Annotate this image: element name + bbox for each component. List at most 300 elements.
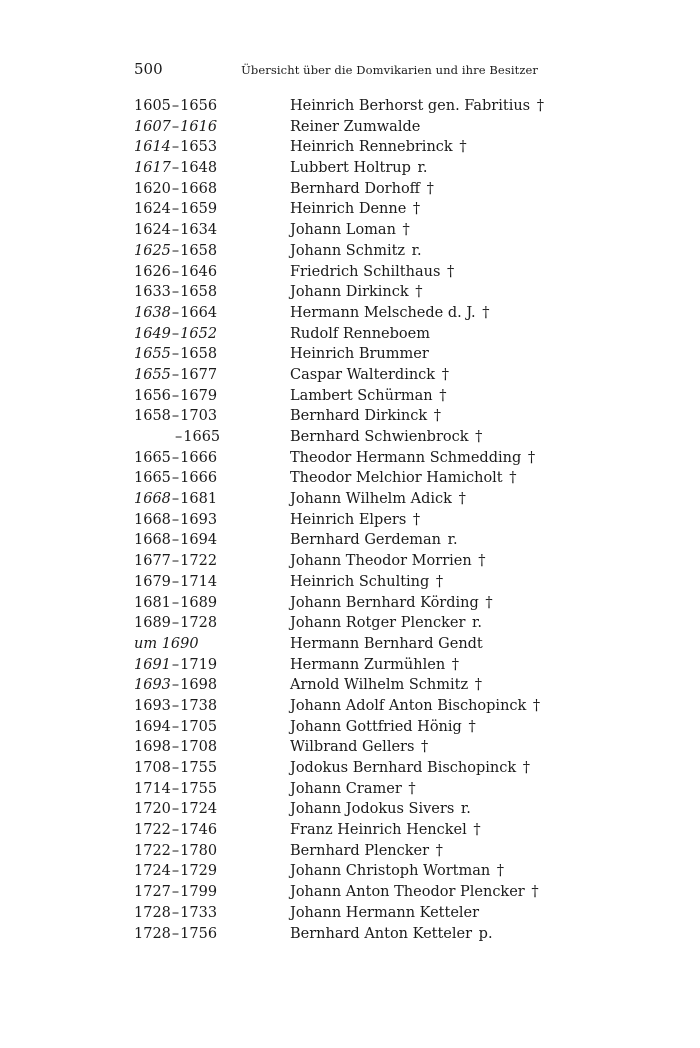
status-mark: † [473, 822, 481, 839]
year-to: 1634 [180, 222, 218, 239]
status-mark: † [536, 98, 544, 114]
vicar-name: Johann Loman [290, 222, 396, 239]
vicar-name-cell [290, 199, 420, 220]
year-dash: – [171, 284, 180, 301]
vicar-name: Johann Anton Theodor Plencker [290, 884, 525, 901]
vicar-name-cell [290, 137, 467, 158]
year-to: 1666 [180, 449, 218, 466]
year-dash: – [171, 304, 180, 321]
vicar-name-cell [290, 613, 482, 634]
tenure-years [134, 675, 274, 696]
year-to: 1666 [180, 470, 218, 487]
year-from: 1708 [134, 760, 171, 776]
list-item [0, 861, 700, 882]
tenure-years [134, 530, 274, 551]
year-dash: – [171, 677, 180, 694]
year-to: 1708 [180, 739, 218, 756]
vicar-name-cell [290, 158, 427, 179]
year-to: 1658 [180, 284, 218, 301]
tenure-years [134, 241, 274, 262]
year-to: 1756 [180, 925, 218, 942]
status-mark: † [435, 842, 443, 859]
vicar-name: Johann Hermann Ketteler [290, 904, 480, 921]
status-mark: † [458, 491, 466, 508]
list-item [0, 365, 700, 386]
year-dash: – [171, 718, 180, 735]
vicar-name: Reiner Zumwalde [290, 118, 421, 135]
year-to: 1693 [180, 511, 218, 528]
tenure-years [134, 137, 274, 158]
vicar-name-cell [290, 572, 443, 593]
tenure-years [134, 220, 274, 241]
status-mark: † [439, 387, 447, 404]
status-mark: † [412, 201, 421, 218]
status-mark: † [482, 304, 490, 321]
year-from: 1681 [134, 594, 171, 611]
tenure-years [134, 613, 274, 634]
year-to: 1652 [180, 325, 218, 342]
vicar-name-cell [290, 220, 410, 241]
list-item [0, 117, 700, 138]
year-to: 1714 [180, 573, 218, 590]
tenure-years [134, 551, 274, 572]
vicar-name: Wilbrand Gellers [290, 739, 415, 756]
year-dash: – [171, 697, 180, 714]
vicar-name: Bernhard Gerdeman [290, 532, 442, 549]
list-item [0, 448, 700, 469]
vicar-name: Heinrich Berhorst gen. Fabritius [290, 98, 531, 114]
vicar-name-cell [290, 117, 420, 138]
status-mark: † [496, 863, 505, 880]
status-mark: † [485, 594, 493, 611]
status-mark: † [532, 697, 541, 714]
year-from: 1626 [134, 263, 171, 280]
vicar-name: Bernhard Anton Ketteler [290, 925, 473, 942]
year-to: 1724 [180, 801, 218, 818]
status-mark: † [435, 573, 444, 590]
tenure-years [134, 448, 274, 469]
list-item [0, 262, 700, 283]
vicar-name-cell [290, 779, 416, 800]
vicar-name-cell [290, 655, 459, 676]
vicar-name: Theodor Hermann Schmedding [290, 449, 522, 466]
status-mark: † [478, 553, 486, 570]
year-dash: – [171, 325, 180, 342]
tenure-years [134, 365, 274, 386]
vicar-name-cell [290, 468, 517, 489]
status-mark: † [421, 739, 429, 756]
year-from: 1668 [134, 491, 171, 508]
year-dash: – [171, 656, 180, 673]
list-item [0, 344, 700, 365]
tenure-years [134, 179, 274, 200]
year-dash: – [171, 573, 180, 590]
vicar-name: Lambert Schürman [290, 387, 433, 404]
vicar-name: Heinrich Elpers [290, 511, 407, 528]
year-to: 1616 [180, 118, 218, 135]
year-from: 1720 [134, 801, 171, 818]
year-dash: – [171, 98, 180, 114]
year-to: 1681 [180, 491, 218, 508]
tenure-years [134, 199, 274, 220]
status-mark: r. [460, 801, 471, 818]
year-dash: – [171, 242, 180, 259]
year-dash: – [171, 201, 180, 218]
vicar-name: Rudolf Renneboem [290, 325, 430, 342]
year-from: 1724 [134, 863, 171, 880]
year-from: 1638 [134, 304, 171, 321]
vicar-name: Arnold Wilhelm Schmitz [290, 677, 469, 694]
year-from: 1658 [134, 408, 171, 425]
vicar-name: Johann Wilhelm Adick [290, 491, 452, 508]
status-mark: † [475, 429, 483, 445]
vicar-list [0, 96, 700, 944]
vicar-name: Johann Adolf Anton Bischopinck [290, 697, 527, 714]
vicar-name-cell [290, 820, 481, 841]
vicar-name: Heinrich Brummer [290, 346, 429, 363]
year-to: 1689 [180, 594, 218, 611]
vicar-name-cell [290, 903, 479, 924]
vicar-name: Friedrich Schilthaus [290, 263, 441, 280]
vicar-name: Johann Schmitz [290, 242, 406, 259]
year-from: 1668 [134, 511, 171, 528]
status-mark: † [459, 139, 467, 156]
year-dash: – [171, 222, 180, 239]
year-to: 1729 [180, 863, 218, 880]
year-from: 1614 [134, 139, 171, 156]
year-to: 1780 [180, 842, 218, 859]
list-item [0, 799, 700, 820]
vicar-name: Johann Theodor Morrien [290, 553, 472, 570]
year-to: 1746 [180, 822, 218, 839]
vicar-name-cell [290, 882, 539, 903]
tenure-years [134, 655, 274, 676]
year-to: 1703 [180, 408, 218, 425]
year-dash: – [171, 449, 180, 466]
list-item [0, 303, 700, 324]
vicar-name-cell [290, 427, 482, 448]
list-item [0, 696, 700, 717]
tenure-years [134, 324, 274, 345]
list-item [0, 593, 700, 614]
running-title: Übersicht über die Domvikarien und ihre Besitzer [241, 63, 538, 77]
tenure-years [134, 572, 274, 593]
vicar-name: Johann Cramer [290, 780, 402, 797]
list-item [0, 634, 700, 655]
vicar-name-cell [290, 448, 535, 469]
vicar-name-cell [290, 758, 530, 779]
tenure-years [134, 386, 274, 407]
vicar-name: Johann Bernhard Körding [290, 594, 479, 611]
year-dash: – [171, 884, 180, 901]
vicar-name: Johann Jodokus Sivers [290, 801, 455, 818]
year-to: 1659 [180, 201, 218, 218]
year-dash: – [171, 760, 180, 776]
vicar-name-cell [290, 717, 476, 738]
year-dash: – [171, 553, 180, 570]
year-from: 1665 [134, 470, 171, 487]
year-dash: – [175, 429, 183, 445]
tenure-years [134, 903, 274, 924]
year-dash: – [171, 615, 180, 632]
vicar-name: Hermann Bernhard Gendt [290, 635, 483, 652]
vicar-name-cell [290, 282, 423, 303]
vicar-name-cell [290, 324, 430, 345]
tenure-years [134, 510, 274, 531]
year-to: 1677 [180, 366, 218, 383]
year-from: 1722 [134, 842, 171, 859]
tenure-years [134, 489, 274, 510]
year-from: 1728 [134, 904, 171, 921]
year-dash: – [171, 118, 180, 135]
status-mark: r. [411, 242, 422, 259]
vicar-name-cell [290, 696, 540, 717]
vicar-name-cell [290, 861, 504, 882]
vicar-name-cell [290, 551, 486, 572]
status-mark: p. [478, 925, 493, 942]
tenure-years [134, 799, 274, 820]
vicar-name: Theodor Melchior Hamicholt [290, 470, 503, 487]
year-dash: – [171, 263, 180, 280]
status-mark: † [441, 366, 449, 383]
year-from: 1728 [134, 925, 171, 942]
year-dash: – [171, 532, 180, 549]
year-to: 1648 [180, 160, 218, 177]
year-to: 1728 [180, 615, 218, 632]
vicar-name-cell [290, 262, 454, 283]
year-to: 1733 [180, 904, 218, 921]
vicar-name-cell [290, 406, 441, 427]
list-item [0, 241, 700, 262]
year-dash: – [171, 511, 180, 528]
list-item [0, 282, 700, 303]
vicar-name-cell [290, 924, 493, 945]
year-dash: – [171, 801, 180, 818]
vicar-name: Jodokus Bernhard Bischopinck [290, 760, 517, 776]
year-from: 1698 [134, 739, 171, 756]
vicar-name-cell [290, 303, 490, 324]
vicar-name-cell [290, 593, 493, 614]
vicar-name-cell [290, 841, 443, 862]
tenure-years [134, 282, 274, 303]
list-item [0, 903, 700, 924]
year-to: 1719 [180, 656, 218, 673]
year-to: 1755 [180, 780, 218, 797]
list-item [0, 779, 700, 800]
year-to: 1658 [180, 346, 218, 363]
status-mark: † [468, 718, 476, 735]
year-from: 1633 [134, 284, 171, 301]
year-from: 1714 [134, 780, 171, 797]
vicar-name: Bernhard Dorhoff [290, 180, 420, 197]
status-mark: † [447, 263, 455, 280]
year-to: 1664 [180, 304, 218, 321]
list-item [0, 386, 700, 407]
tenure-years [134, 468, 274, 489]
year-from: 1689 [134, 615, 171, 632]
year-from: 1649 [134, 325, 171, 342]
list-item [0, 572, 700, 593]
year-dash: – [171, 160, 180, 177]
list-item [0, 199, 700, 220]
list-item [0, 158, 700, 179]
year-from: 1620 [134, 180, 171, 197]
list-item [0, 324, 700, 345]
tenure-years [134, 262, 274, 283]
status-mark: r. [417, 160, 428, 177]
tenure-years [134, 96, 274, 117]
list-item [0, 530, 700, 551]
vicar-name: Franz Heinrich Henckel [290, 822, 467, 839]
tenure-years [134, 427, 274, 448]
list-item [0, 841, 700, 862]
year-from: 1655 [134, 346, 171, 363]
vicar-name: Johann Gottfried Hönig [290, 718, 462, 735]
year-dash: – [171, 346, 180, 363]
year-from: 1668 [134, 532, 171, 549]
vicar-name-cell [290, 799, 471, 820]
page-number: 500 [134, 60, 163, 78]
list-item [0, 220, 700, 241]
year-from: 1656 [134, 387, 171, 404]
year-to: 1799 [180, 884, 218, 901]
list-item [0, 655, 700, 676]
list-item [0, 510, 700, 531]
year-from: 1722 [134, 822, 171, 839]
year-to: 1679 [180, 387, 218, 404]
status-mark: † [426, 180, 434, 197]
year-from: 1694 [134, 718, 171, 735]
year-from: 1625 [134, 242, 171, 259]
year-to: 1705 [180, 718, 218, 735]
list-item [0, 468, 700, 489]
vicar-name: Bernhard Dirkinck [290, 408, 428, 425]
status-mark: † [412, 511, 421, 528]
year-dash: – [171, 780, 180, 797]
year-dash: – [171, 139, 180, 156]
year-dash: – [171, 470, 180, 487]
year-from: 1691 [134, 656, 171, 673]
list-item [0, 179, 700, 200]
vicar-name-cell [290, 344, 429, 365]
status-mark: † [527, 449, 536, 466]
status-mark: r. [472, 615, 482, 632]
status-mark: † [474, 677, 482, 694]
year-from: 1655 [134, 366, 171, 383]
tenure-years [134, 882, 274, 903]
vicar-name-cell [290, 489, 466, 510]
tenure-years [134, 924, 274, 945]
vicar-name: Hermann Zurmühlen [290, 656, 446, 673]
year-from: 1607 [134, 118, 171, 135]
year-to: 1694 [180, 532, 218, 549]
year-from: 1693 [134, 677, 171, 694]
list-item [0, 737, 700, 758]
status-mark: † [433, 408, 442, 425]
year-from: 1693 [134, 697, 171, 714]
year-from: 1624 [134, 201, 171, 218]
year-dash: – [171, 366, 180, 383]
tenure-years [134, 117, 274, 138]
vicar-name: Caspar Walterdinck [290, 366, 436, 383]
tenure-years [134, 593, 274, 614]
vicar-name-cell [290, 530, 458, 551]
year-dash: – [171, 863, 180, 880]
year-to: 1656 [180, 98, 218, 114]
year-to: 1646 [180, 263, 218, 280]
year-to: 1755 [180, 760, 218, 776]
year-to: 1665 [183, 429, 221, 445]
vicar-name-cell [290, 365, 449, 386]
vicar-name: Lubbert Holtrup [290, 160, 411, 177]
year-from: 1605 [134, 98, 171, 114]
vicar-name-cell [290, 634, 483, 655]
year-dash: – [171, 180, 180, 197]
tenure-years [134, 717, 274, 738]
tenure-years [134, 779, 274, 800]
year-from: 1624 [134, 222, 171, 239]
year-dash: – [171, 594, 180, 611]
vicar-name-cell [290, 737, 428, 758]
status-mark: † [415, 284, 423, 301]
year-to: 1738 [180, 697, 218, 714]
list-item [0, 924, 700, 945]
vicar-name: Bernhard Schwienbrock [290, 429, 469, 445]
list-item [0, 96, 700, 117]
year-dash: – [171, 739, 180, 756]
tenure-years [134, 841, 274, 862]
status-mark: † [451, 656, 460, 673]
year-dash: – [171, 925, 180, 942]
list-item [0, 675, 700, 696]
vicar-name: Heinrich Schulting [290, 573, 430, 590]
list-item [0, 489, 700, 510]
vicar-name: Johann Rotger Plencker [290, 615, 466, 632]
year-dash: – [171, 408, 180, 425]
year-from: 1727 [134, 884, 171, 901]
year-to: 1722 [180, 553, 218, 570]
vicar-name-cell [290, 675, 482, 696]
tenure-years [134, 820, 274, 841]
tenure-years [134, 861, 274, 882]
tenure-years [134, 344, 274, 365]
list-item [0, 427, 700, 448]
year-dash: – [171, 491, 180, 508]
tenure-years [134, 406, 274, 427]
tenure-years [134, 303, 274, 324]
year-to: 1658 [180, 242, 218, 259]
tenure-years [134, 158, 274, 179]
list-item [0, 551, 700, 572]
vicar-name-cell [290, 179, 434, 200]
year-from: 1665 [134, 449, 171, 466]
vicar-name-cell [290, 510, 420, 531]
year-from: 1677 [134, 553, 171, 570]
tenure-years: um 1690 [134, 635, 199, 652]
vicar-name-cell [290, 96, 544, 117]
list-item [0, 406, 700, 427]
status-mark: r. [447, 532, 458, 549]
vicar-name: Hermann Melschede d. J. [290, 304, 476, 321]
vicar-name: Bernhard Plencker [290, 842, 430, 859]
status-mark: † [531, 884, 539, 901]
year-to: 1698 [180, 677, 218, 694]
tenure-years [134, 758, 274, 779]
year-dash: – [171, 842, 180, 859]
tenure-years [134, 696, 274, 717]
page-header [134, 58, 538, 80]
year-dash: – [171, 904, 180, 921]
